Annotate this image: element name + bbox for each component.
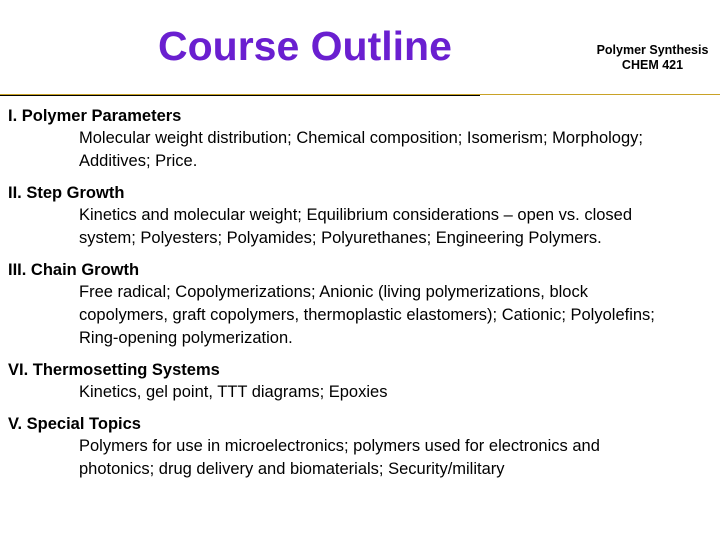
section-line: photonics; drug delivery and biomaterials; Security/military xyxy=(79,460,505,478)
outline-section xyxy=(8,106,718,173)
section-line: system; Polyesters; Polyamides; Polyurethanes; Engineering Polymers. xyxy=(79,229,602,247)
course-code: CHEM 421 xyxy=(621,58,684,72)
section-line: Free radical; Copolymerizations; Anionic (living polymerizations, block xyxy=(79,283,588,301)
section-line: Additives; Price. xyxy=(79,152,198,170)
section-line: Ring-opening polymerization. xyxy=(79,329,293,347)
section-body xyxy=(79,204,718,250)
section-body xyxy=(79,381,718,404)
section-line: Molecular weight distribution; Chemical composition; Isomerism; Morphology; xyxy=(79,129,643,147)
section-heading: V. Special Topics xyxy=(8,415,141,433)
section-line: copolymers, graft copolymers, thermoplastic elastomers); Cationic; Polyolefins; xyxy=(79,306,655,324)
page-title: Course Outline xyxy=(158,23,452,69)
section-body xyxy=(79,281,718,350)
section-line: Kinetics, gel point, TTT diagrams; Epoxies xyxy=(79,383,388,401)
section-heading: III. Chain Growth xyxy=(8,261,140,279)
outline-section xyxy=(8,183,718,250)
divider-black-line xyxy=(0,95,480,96)
section-heading: VI. Thermosetting Systems xyxy=(8,361,220,379)
section-line: Kinetics and molecular weight; Equilibrium considerations – open vs. closed xyxy=(79,206,633,224)
outline-section xyxy=(8,360,718,404)
section-body xyxy=(79,435,718,481)
course-info xyxy=(585,43,720,73)
outline-section xyxy=(8,414,718,481)
section-heading: I. Polymer Parameters xyxy=(8,107,182,125)
section-line: Polymers for use in microelectronics; polymers used for electronics and xyxy=(79,437,600,455)
section-body xyxy=(79,127,718,173)
title-divider xyxy=(0,94,720,97)
outline-section xyxy=(8,260,718,350)
outline-list xyxy=(8,106,718,491)
course-name: Polymer Synthesis xyxy=(596,43,709,57)
section-heading: II. Step Growth xyxy=(8,184,125,202)
